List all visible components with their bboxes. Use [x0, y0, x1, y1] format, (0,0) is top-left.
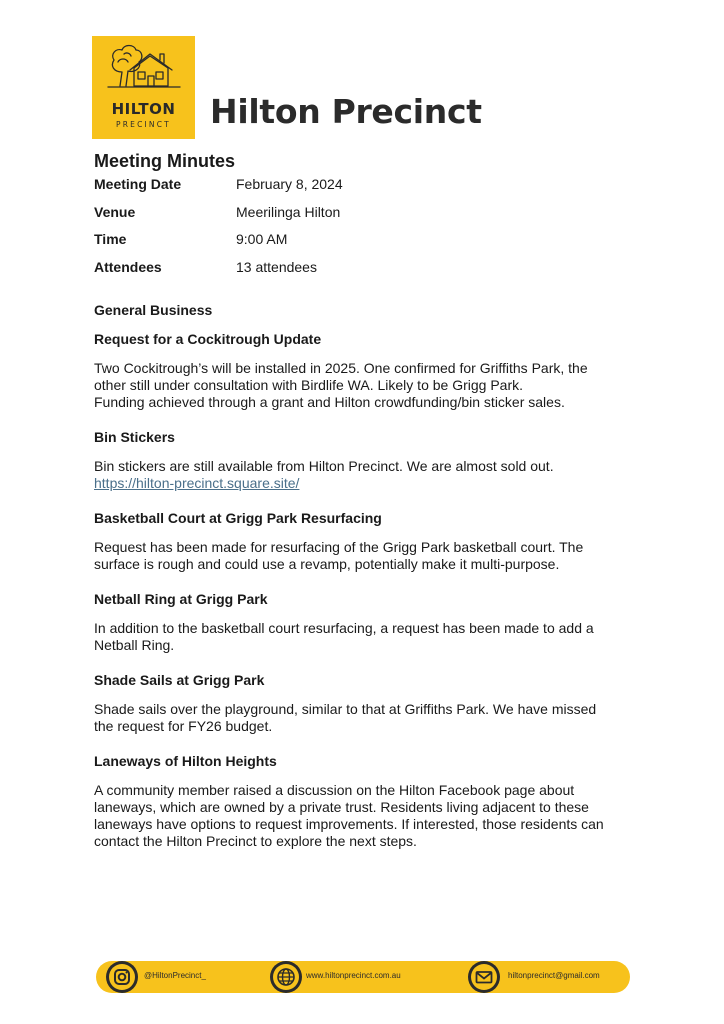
body-line: Request has been made for resurfacing of the Grigg Park basketball court. The: [94, 538, 584, 555]
general-business: [94, 302, 634, 850]
meta-row-date: [94, 176, 634, 204]
section-cockitrough: [94, 331, 634, 411]
section-body: [94, 620, 634, 654]
meta-label: Attendees: [94, 259, 162, 276]
general-business-heading: General Business: [94, 301, 213, 318]
contact-footer: [96, 961, 630, 993]
meta-value: 13 attendees: [236, 259, 317, 276]
logo-subtitle: PRECINCT: [116, 120, 171, 129]
section-heading: Basketball Court at Grigg Park Resurfacing: [94, 509, 382, 526]
section-body: [94, 701, 634, 735]
body-line: laneways have options to request improvements. If interested, those residents can: [94, 815, 604, 832]
body-line: Bin stickers are still available from Hilton Precinct. We are almost sold out.: [94, 457, 554, 474]
meta-value: 9:00 AM: [236, 231, 288, 248]
logo-name: HILTON: [111, 100, 176, 118]
section-basketball: [94, 510, 634, 573]
section-heading: Laneways of Hilton Heights: [94, 752, 277, 769]
section-shade-sails: [94, 672, 634, 735]
body-line: laneways, which are owned by a private trust. Residents living adjacent to these: [94, 798, 589, 815]
meta-value: February 8, 2024: [236, 176, 343, 192]
instagram-icon: [106, 961, 138, 993]
house-tree-logo-icon: [106, 42, 182, 92]
email-link[interactable]: hiltonprecinct@gmail.com: [508, 971, 600, 980]
section-bin-stickers: [94, 429, 634, 492]
body-line: Funding achieved through a grant and Hilton crowdfunding/bin sticker sales.: [94, 393, 565, 410]
body-line: A community member raised a discussion on the Hilton Facebook page about: [94, 781, 575, 798]
envelope-icon: [468, 961, 500, 993]
body-line: surface is rough and could use a revamp, potentially make it multi-purpose.: [94, 555, 560, 572]
store-link[interactable]: https://hilton-precinct.square.site/: [94, 474, 300, 491]
body-line: Two Cockitrough’s will be installed in 2025. One confirmed for Griffiths Park, the: [94, 359, 588, 376]
body-line: the request for FY26 budget.: [94, 717, 273, 734]
meta-row-attendees: [94, 259, 634, 287]
section-heading: Netball Ring at Grigg Park: [94, 590, 268, 607]
meta-row-venue: [94, 204, 634, 232]
section-netball: [94, 591, 634, 654]
meta-label: Venue: [94, 203, 136, 220]
meta-value: Meerilinga Hilton: [236, 203, 341, 220]
globe-icon: [270, 961, 302, 993]
meeting-minutes: [94, 150, 634, 850]
section-body: [94, 539, 634, 573]
meta-row-time: [94, 231, 634, 259]
website-link[interactable]: www.hiltonprecinct.com.au: [306, 971, 401, 980]
document-title: Meeting Minutes: [94, 151, 236, 171]
meta-label: Meeting Date: [94, 176, 182, 192]
body-line: Shade sails over the playground, similar to that at Griffiths Park. We have missed: [94, 700, 597, 717]
section-body: [94, 458, 634, 492]
body-line: Netball Ring.: [94, 636, 175, 653]
body-line: contact the Hilton Precinct to explore the next steps.: [94, 832, 417, 849]
section-heading: Shade Sails at Grigg Park: [94, 671, 265, 688]
section-body: [94, 782, 634, 850]
section-heading: Request for a Cockitrough Update: [94, 330, 322, 347]
brand-title: Hilton Precinct: [210, 92, 482, 131]
body-line: In addition to the basketball court resurfacing, a request has been made to add a: [94, 619, 594, 636]
section-body: [94, 360, 634, 411]
instagram-handle[interactable]: @HiltonPrecinct_: [144, 971, 206, 980]
section-laneways: [94, 753, 634, 850]
brand-logo: [92, 36, 195, 139]
meeting-details: [94, 176, 634, 287]
section-heading: Bin Stickers: [94, 428, 175, 445]
body-line: other still under consultation with Birdlife WA. Likely to be Grigg Park.: [94, 376, 524, 393]
meta-label: Time: [94, 231, 127, 248]
